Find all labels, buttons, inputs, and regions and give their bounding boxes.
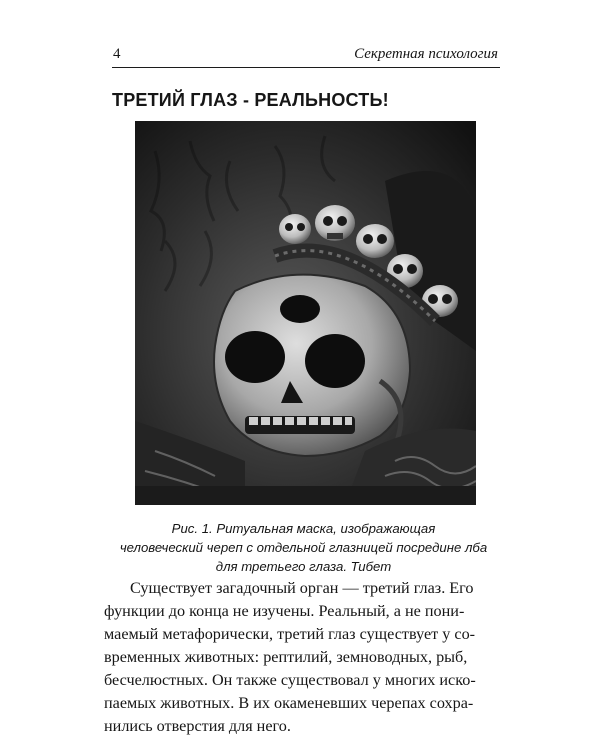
paragraph-line: временных животных: рептилий, земноводных, рыб, bbox=[104, 648, 468, 666]
mask-teeth bbox=[249, 417, 352, 425]
ritual-mask-photo bbox=[135, 121, 476, 505]
caption-line: Рис. 1. Ритуальная маска, изображающая bbox=[171, 521, 436, 536]
caption-line: человеческий череп с отдельной глазницей посредине лба bbox=[119, 540, 488, 555]
figure-caption bbox=[104, 519, 503, 576]
paragraph-line: нились отверстия для него. bbox=[104, 717, 291, 735]
paragraph-line: бесчелюстных. Он также существовал у многих иско- bbox=[104, 671, 476, 689]
header-rule bbox=[112, 67, 500, 68]
paragraph-line: маемый метафорически, третий глаз существует у со- bbox=[104, 625, 476, 643]
chapter-title: ТРЕТИЙ ГЛАЗ - РЕАЛЬНОСТЬ! bbox=[112, 90, 389, 110]
ritual-mask-illustration bbox=[135, 121, 476, 505]
paragraph-line: функции до конца не изучены. Реальный, а не пони- bbox=[104, 602, 465, 620]
right-eye-socket bbox=[305, 334, 365, 388]
running-header bbox=[112, 43, 500, 67]
page-number: 4 bbox=[113, 46, 121, 62]
bottom-shadow bbox=[135, 486, 476, 505]
book-title: Секретная психология bbox=[354, 46, 498, 62]
caption-line: для третьего глаза. Тибет bbox=[215, 559, 392, 574]
body-paragraph bbox=[104, 577, 500, 738]
paragraph-line: Существует загадочный орган — третий глаз. Его bbox=[130, 579, 474, 597]
paragraph-line: паемых животных. В их окаменевших черепах сохра- bbox=[104, 694, 474, 712]
left-eye-socket bbox=[225, 331, 285, 383]
third-eye-socket bbox=[280, 295, 320, 323]
mask-skull bbox=[214, 275, 410, 456]
